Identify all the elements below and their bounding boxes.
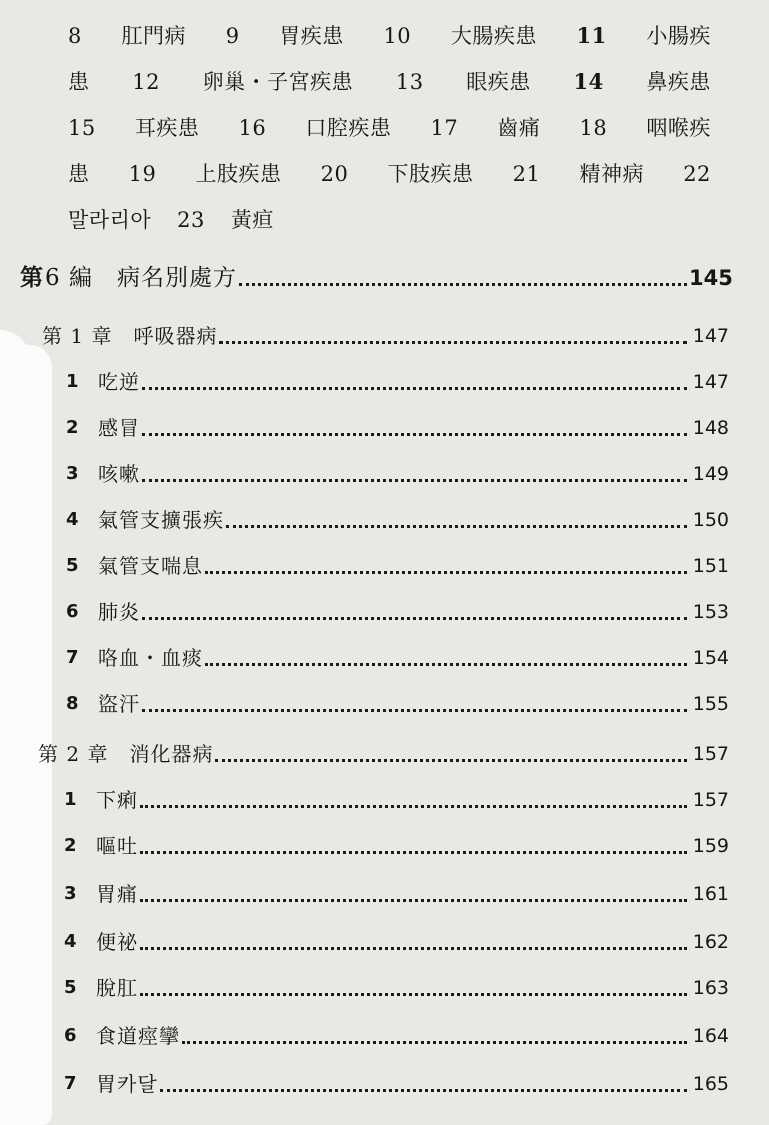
page-number: 149 [692, 463, 729, 485]
item-number: 5 [64, 977, 77, 998]
dot-leader [142, 616, 687, 620]
toc-item-row[interactable] [66, 452, 729, 488]
part-label: 第 [20, 264, 43, 291]
margin-smudge [0, 330, 30, 450]
intro-line [68, 64, 711, 100]
intro-text: 耳疾患 [134, 116, 200, 140]
intro-num: 23 [177, 208, 205, 232]
intro-text: 上肢疾患 [195, 162, 282, 186]
intro-num: 12 [132, 70, 160, 94]
intro-text: 下肢疾患 [387, 162, 474, 186]
chapter-title: 第 1 章 呼吸器病 [42, 324, 218, 348]
item-number: 1 [64, 789, 77, 810]
item-number: 8 [66, 693, 79, 714]
intro-num: 11 [576, 23, 607, 48]
dot-leader [215, 758, 687, 762]
page-number: 154 [692, 647, 729, 669]
intro-num: 21 [512, 162, 541, 186]
page-number: 157 [692, 789, 729, 811]
page-number: 161 [692, 883, 729, 905]
intro-text: 胃疾患 [279, 24, 344, 48]
page-number: 150 [692, 509, 729, 531]
item-number: 3 [66, 463, 79, 484]
page-number: 163 [692, 977, 729, 999]
intro-line [68, 110, 711, 146]
toc-item-row[interactable] [64, 824, 729, 860]
intro-num: 20 [320, 162, 349, 186]
intro-num: 17 [430, 116, 459, 140]
toc-item-row[interactable] [66, 498, 729, 534]
page-number: 157 [692, 743, 729, 765]
intro-text: 齒痛 [497, 116, 541, 140]
page-number: 148 [692, 417, 729, 439]
intro-num: 18 [579, 116, 608, 140]
intro-num: 22 [683, 162, 711, 186]
intro-text: 眼疾患 [466, 70, 531, 94]
item-title: 感冒 [98, 416, 140, 440]
page-number: 151 [692, 555, 729, 577]
intro-text: 말라리아 [68, 208, 152, 232]
toc-item-row[interactable] [66, 682, 729, 718]
dot-leader [182, 1040, 687, 1044]
toc-chapter-row[interactable] [42, 314, 729, 350]
toc-item-row[interactable] [66, 590, 729, 626]
intro-line [68, 202, 711, 238]
toc-item-row[interactable] [64, 872, 729, 908]
item-title: 食道痙攣 [96, 1024, 180, 1048]
intro-text: 患 [68, 70, 90, 94]
item-number: 6 [66, 601, 79, 622]
intro-text: 卵巢・子宮疾患 [202, 70, 354, 94]
intro-line [68, 156, 711, 192]
toc-item-row[interactable] [66, 360, 729, 396]
item-number: 2 [66, 417, 79, 438]
item-title: 下痢 [96, 788, 138, 812]
toc-item-row[interactable] [64, 920, 729, 956]
item-title: 便祕 [96, 930, 138, 954]
intro-num: 14 [573, 69, 604, 94]
page-number: 147 [692, 371, 729, 393]
toc-item-row[interactable] [64, 1062, 729, 1098]
item-title: 胃痛 [96, 882, 138, 906]
dot-leader [205, 662, 687, 666]
toc-item-row[interactable] [64, 1014, 729, 1050]
toc-item-row[interactable] [66, 544, 729, 580]
toc-item-row[interactable] [64, 966, 729, 1002]
intro-num: 13 [395, 70, 424, 94]
item-title: 咳嗽 [98, 462, 140, 486]
item-title: 氣管支喘息 [98, 554, 203, 578]
toc-part-row[interactable] [20, 256, 733, 292]
dot-leader [140, 946, 687, 950]
dot-leader [142, 386, 687, 390]
item-number: 2 [64, 835, 77, 856]
intro-text: 口腔疾患 [305, 116, 392, 140]
dot-leader [219, 340, 687, 344]
dot-leader [140, 898, 687, 902]
dot-leader [142, 478, 687, 482]
intro-num: 19 [128, 162, 157, 186]
intro-num: 16 [238, 116, 267, 140]
page-number: 159 [692, 835, 729, 857]
dot-leader [160, 1088, 687, 1092]
item-number: 3 [64, 883, 77, 904]
intro-text: 小腸疾 [646, 24, 711, 48]
intro-text: 患 [68, 162, 90, 186]
intro-text: 黃疸 [230, 208, 274, 232]
page-number: 147 [692, 325, 729, 347]
item-number: 7 [64, 1073, 77, 1094]
intro-text: 咽喉疾 [646, 116, 711, 140]
intro-text: 鼻疾患 [646, 70, 711, 94]
intro-text: 肛門病 [121, 24, 187, 48]
page-number: 162 [692, 931, 729, 953]
dot-leader [142, 432, 687, 436]
chapter-title: 第 2 章 消化器病 [38, 742, 214, 766]
dot-leader [140, 804, 687, 808]
item-title: 胃카달 [96, 1072, 158, 1096]
toc-item-row[interactable] [64, 778, 729, 814]
intro-num: 15 [68, 116, 96, 140]
item-title: 盜汗 [98, 692, 140, 716]
toc-item-row[interactable] [66, 636, 729, 672]
dot-leader [239, 282, 687, 286]
page-number: 164 [692, 1025, 729, 1047]
item-title: 氣管支擴張疾 [98, 508, 224, 532]
intro-num: 8 [68, 24, 82, 48]
item-title: 嘔吐 [96, 834, 138, 858]
item-number: 1 [66, 371, 79, 392]
dot-leader [142, 708, 687, 712]
intro-text: 大腸疾患 [450, 24, 537, 48]
item-title: 脫肛 [96, 976, 138, 1000]
toc-item-row[interactable] [66, 406, 729, 442]
page-number: 153 [692, 601, 729, 623]
intro-num: 9 [225, 24, 240, 48]
item-title: 咯血・血痰 [98, 646, 203, 670]
page-number: 155 [692, 693, 729, 715]
item-number: 5 [66, 555, 79, 576]
intro-line [68, 18, 711, 54]
dot-leader [140, 992, 687, 996]
item-number: 7 [66, 647, 79, 668]
item-number: 4 [64, 931, 77, 952]
dot-leader [205, 570, 687, 574]
toc-chapter-row[interactable] [38, 732, 729, 768]
item-number: 4 [66, 509, 79, 530]
page-number: 165 [692, 1073, 729, 1095]
item-number: 6 [64, 1025, 77, 1046]
page-number: 145 [689, 266, 733, 290]
dot-leader [226, 524, 687, 528]
part-title: 6 編 病名別處方 [45, 265, 237, 291]
intro-num: 10 [383, 24, 412, 48]
dot-leader [140, 850, 687, 854]
intro-text: 精神病 [579, 162, 645, 186]
item-title: 肺炎 [98, 600, 140, 624]
item-title: 吃逆 [98, 370, 140, 394]
